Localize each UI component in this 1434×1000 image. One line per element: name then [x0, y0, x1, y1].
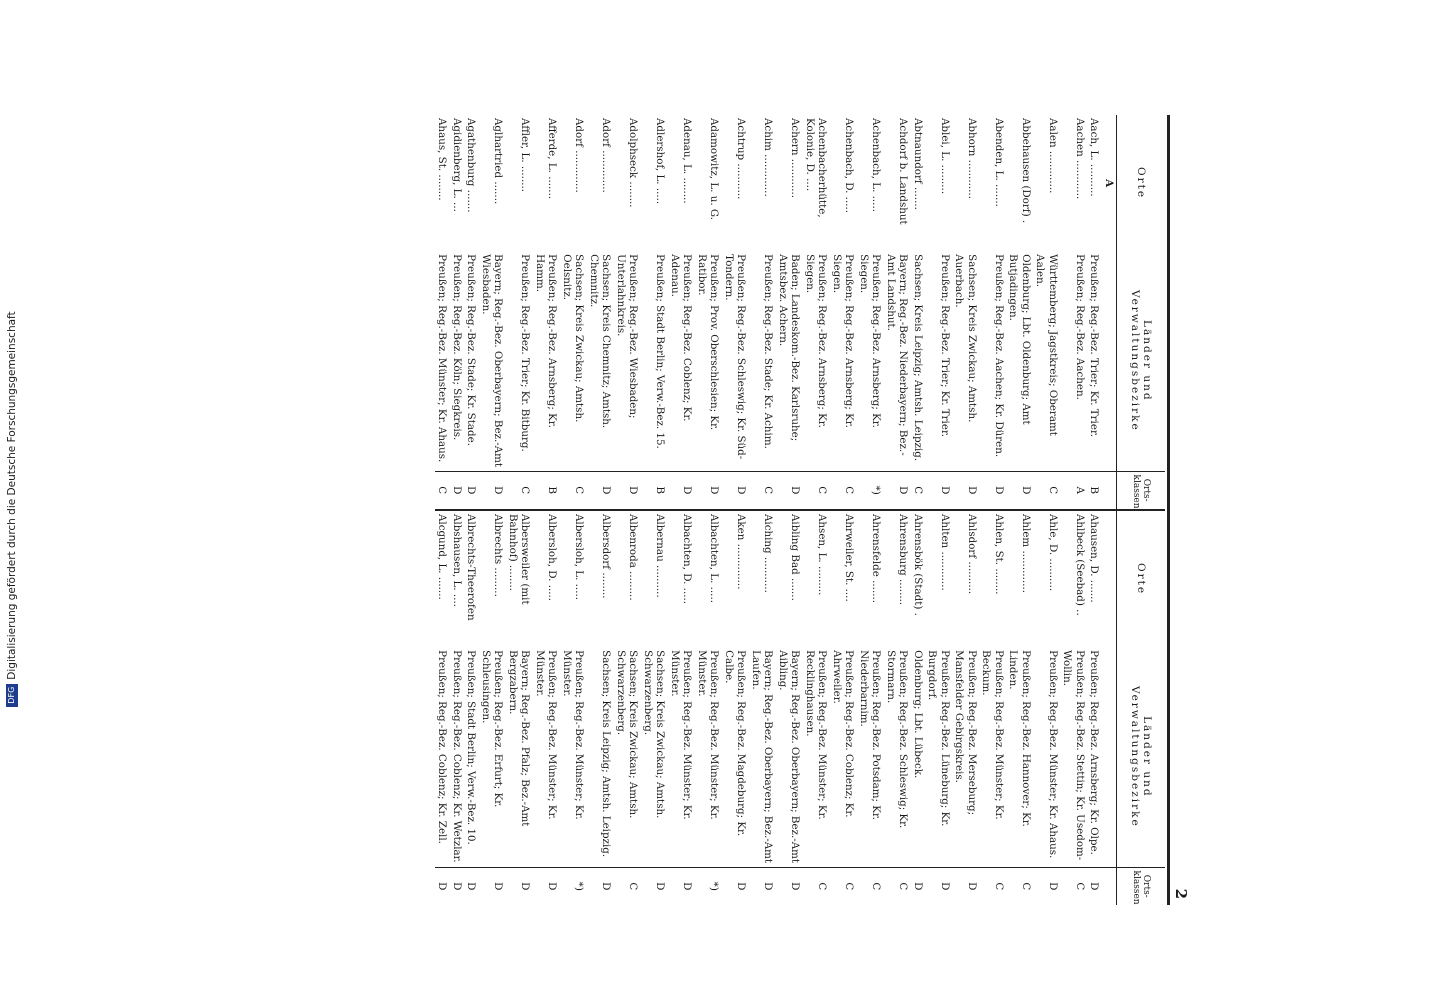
header-orte-right: Orte	[1117, 510, 1166, 647]
table-body	[435, 115, 1117, 905]
left-klasse: D	[695, 471, 722, 510]
table-row	[450, 115, 465, 905]
right-ort: Ahlsdorf ..........	[966, 513, 978, 595]
left-land: Württemberg; Jagstkreis; Oberamt Aalen.	[1033, 251, 1060, 471]
right-ort: Albersloh, L. .....	[573, 513, 586, 601]
left-klasse: D	[587, 471, 614, 510]
table-row	[533, 115, 560, 905]
right-klasse: C	[1020, 882, 1032, 891]
table-row	[560, 115, 587, 905]
header-orte-left: Orte	[1117, 115, 1166, 251]
table-row	[464, 115, 479, 905]
left-ort: Aachen ............	[1074, 118, 1086, 200]
right-ort: Ahrensfelde .......	[870, 513, 883, 604]
left-land: Preußen; Reg.-Bez. Aachen; Kr. Düren.	[979, 251, 1006, 471]
left-klasse: D	[884, 471, 911, 510]
left-ort: Aach, L. ..........	[1088, 118, 1101, 197]
right-land: Preußen; Reg.-Bez. Coblenz; Kr. Ahrweiler.	[830, 647, 857, 867]
table-row	[435, 115, 450, 905]
right-klasse: D	[1088, 882, 1101, 891]
right-ort: Ahrweiler, St. ....	[843, 513, 856, 602]
left-land: Preußen; Reg.-Bez. Arnsberg; Kr. Hamm.	[533, 251, 560, 471]
right-land: Preußen; Reg.-Bez. Erfurt; Kr. Schleusingen.	[479, 647, 506, 867]
table-row	[911, 115, 926, 905]
table-row	[749, 115, 776, 905]
left-klasse: C	[506, 471, 533, 510]
right-land: Preußen; Reg.-Bez. Merseburg; Mansfelder Gebirgskreis.	[952, 647, 979, 867]
table-row	[830, 115, 857, 905]
left-ort: Ahaus, St. ........	[436, 118, 449, 201]
left-ort: Achdorf b. Landshut	[897, 118, 910, 225]
table-row	[1087, 115, 1102, 905]
left-ort: Abhorn ............	[966, 118, 978, 199]
table-row	[668, 115, 695, 905]
right-ort: Ahlbeck (Seebad) ..	[1074, 513, 1086, 616]
table-row	[641, 115, 668, 905]
left-land: Preußen; Reg.-Bez. Aachen.	[1060, 251, 1087, 471]
right-klasse: *)	[573, 881, 586, 891]
right-klasse: *)	[708, 881, 721, 891]
table-row	[479, 115, 506, 905]
right-klasse: D	[912, 882, 924, 891]
left-ort: Achenbach, L. .....	[870, 118, 883, 212]
right-klasse: D	[762, 882, 775, 891]
page-number: 2	[1172, 888, 1190, 899]
table-row	[506, 115, 533, 905]
right-ort: Albenroda .........	[627, 513, 640, 601]
right-ort: Ahrensburg ........	[897, 513, 910, 606]
right-klasse: C	[993, 882, 1005, 891]
left-ort: Ablei, L. .........	[939, 118, 951, 195]
empty-cell	[1102, 471, 1117, 510]
left-land: Preußen; Reg.-Bez. Schleswig; Kr. Süd-Tondern.	[722, 251, 749, 471]
right-land: Bayern; Reg.-Bez. Oberbayern; Bez.-Amt Aibling.	[776, 647, 803, 867]
left-klasse: D	[979, 471, 1006, 510]
left-klasse: C	[749, 471, 776, 510]
left-land: Preußen; Reg.-Bez. Stade; Kr. Achim.	[749, 251, 776, 471]
right-klasse: D	[519, 882, 532, 891]
left-klasse: C	[803, 471, 830, 510]
scanned-page	[270, 115, 1190, 905]
right-land: Sachsen; Kreis Leipzig; Amtsh. Leipzig.	[587, 647, 614, 867]
right-land: Preußen; Reg.-Bez. Magdeburg; Kr. Calbe.	[722, 647, 749, 867]
left-ort: Afferde, L. .......	[546, 118, 559, 200]
rotated-page	[270, 115, 1190, 905]
left-klasse: D	[952, 471, 979, 510]
right-ort: Ahlten ............	[939, 513, 951, 591]
header-laender-left: Länder und Verwaltungsbezirke	[1117, 251, 1166, 471]
right-land: Bayern; Reg.-Bez. Pfalz; Bez.-Amt Bergzabern.	[506, 647, 533, 867]
right-ort: Aibling Bad .......	[789, 513, 802, 601]
left-ort: Achim .............	[762, 118, 775, 197]
left-ort: Aalen .............	[1047, 118, 1059, 194]
right-ort: Ahlem .............	[1020, 513, 1032, 594]
attribution-strip	[0, 0, 24, 1000]
left-land: Bayern; Reg.-Bez. Oberbayern; Bez.-Amt Wiesbaden.	[479, 251, 506, 471]
table-row	[695, 115, 722, 905]
right-klasse: D	[465, 882, 478, 891]
right-klasse: D	[735, 882, 748, 891]
left-land: Preußen; Reg.-Bez. Arnsberg; Kr. Siegen.	[803, 251, 830, 471]
empty-cell	[1102, 251, 1117, 471]
header-laender-right: Länder und Verwaltungsbezirke	[1117, 647, 1166, 867]
top-rule	[1167, 115, 1170, 905]
table-row	[722, 115, 749, 905]
left-ort: Adolphseck ........	[627, 118, 640, 208]
right-land: Preußen; Reg.-Bez. Münster; Kr. Münster.	[695, 647, 722, 867]
left-ort: Adorf .............	[600, 118, 613, 193]
header-klassen-left: Orts-klassen	[1117, 471, 1166, 510]
left-land: Preußen; Reg.-Bez. Trier; Kr. Bitburg.	[506, 251, 533, 471]
left-land: Preußen; Reg.-Bez. Stade; Kr. Stade.	[464, 251, 479, 471]
left-klasse: D	[450, 471, 465, 510]
right-klasse: D	[436, 882, 449, 891]
right-ort: Ahrensbök (Stadt) .	[912, 513, 924, 616]
left-land: Preußen; Prov. Oberschlesien; Kr. Ratibor.	[695, 251, 722, 471]
left-klasse: B	[533, 471, 560, 510]
right-ort: Albshausen, L. ....	[451, 513, 463, 608]
right-land: Preußen; Reg.-Bez. Coblenz; Kr. Zell.	[435, 647, 450, 867]
left-land: Sachsen; Kreis Chemnitz; Amtsh. Chemnitz.	[587, 251, 614, 471]
left-klasse: D	[925, 471, 952, 510]
left-klasse: *)	[857, 471, 884, 510]
right-land: Preußen; Reg.-Bez. Stettin; Kr. Usedom-Wollin.	[1060, 647, 1087, 867]
left-ort: Abtnaundorf .......	[912, 118, 924, 210]
right-land: Sachsen; Kreis Zwickau; Amtsh. Schwarzenberg.	[641, 647, 668, 867]
right-klasse: D	[939, 882, 951, 891]
right-land: Preußen; Stadt Berlin; Verw.-Bez. 10.	[464, 647, 479, 867]
table-row	[979, 115, 1006, 905]
left-klasse: C	[911, 471, 926, 510]
right-ort: Alcgund, L. .......	[436, 513, 449, 600]
left-klasse: B	[641, 471, 668, 510]
left-land: Preußen; Reg.-Bez. Arnsberg; Kr. Siegen.	[857, 251, 884, 471]
table-row	[587, 115, 614, 905]
left-land: Sachsen; Kreis Zwickau; Amtsh. Oelsnitz.	[560, 251, 587, 471]
right-klasse: D	[966, 882, 978, 891]
orts-table	[435, 115, 1165, 905]
left-ort: Adamowitz, L. u. G.	[708, 118, 721, 221]
right-land: Preußen; Reg.-Bez. Hannover; Kr. Linden.	[1006, 647, 1033, 867]
header-klassen-right: Orts-klassen	[1117, 867, 1166, 905]
right-klasse: C	[1074, 882, 1086, 891]
right-land: Preußen; Reg.-Bez. Münster; Kr. Münster.	[560, 647, 587, 867]
header-row	[1117, 115, 1166, 905]
section-row	[1102, 115, 1117, 905]
left-ort: Achenbach, D. .....	[843, 118, 856, 214]
right-ort: Albachten, D. .....	[681, 513, 694, 605]
dfg-logo: DFG	[6, 684, 18, 707]
left-klasse: C	[435, 471, 450, 510]
left-land: Sachsen; Kreis Zwickau; Amtsh. Auerbach.	[952, 251, 979, 471]
left-land: Preußen; Reg.-Bez. Arnsberg; Kr. Siegen.	[830, 251, 857, 471]
left-ort: Abbehausen (Dorf) .	[1020, 118, 1032, 224]
left-land: Preußen; Reg.-Bez. Münster; Kr. Ahaus.	[435, 251, 450, 471]
table-row	[857, 115, 884, 905]
left-klasse: D	[1006, 471, 1033, 510]
right-land: Preußen; Reg.-Bez. Münster; Kr. Recklinghausen.	[803, 647, 830, 867]
table-row	[884, 115, 911, 905]
left-ort: Adorf .............	[573, 118, 586, 193]
left-klasse: B	[1087, 471, 1102, 510]
right-ort: Ahausen, D. .......	[1088, 513, 1101, 603]
right-land: Preußen; Reg.-Bez. Potsdam; Kr. Niederbarnim.	[857, 647, 884, 867]
right-ort: Ahle, D. ..........	[1047, 513, 1059, 592]
page-sheet	[270, 115, 1190, 905]
left-ort: Adlershof, L. .....	[654, 118, 667, 205]
left-klasse: C	[830, 471, 857, 510]
left-land: Bayern; Reg.-Bez. Niederbayern; Bez.-Amt Landshut.	[884, 251, 911, 471]
left-klasse: D	[479, 471, 506, 510]
empty-cell	[1102, 647, 1117, 867]
table-row	[1006, 115, 1033, 905]
right-klasse: C	[816, 882, 829, 891]
right-land: Bayern; Reg.-Bez. Oberbayern; Bez.-Amt Laufen.	[749, 647, 776, 867]
right-ort: Albrechts .........	[492, 513, 505, 597]
right-ort: Albersloh, D. .....	[546, 513, 559, 602]
right-ort: Albachten, L. .....	[708, 513, 721, 603]
table-row	[803, 115, 830, 905]
right-ort: Ahsen, L. .........	[816, 513, 829, 596]
left-land: Preußen; Reg.-Bez. Köln; Siegkreis.	[450, 251, 465, 471]
right-klasse: C	[870, 882, 883, 891]
empty-cell	[1102, 510, 1117, 647]
left-klasse: C	[560, 471, 587, 510]
section-letter: A	[1103, 179, 1115, 188]
attribution-text	[3, 19, 21, 999]
right-ort: Ahlen, St. ........	[993, 513, 1005, 595]
attribution-label: Digitalisierung gefördert durch die Deutsche Forschungsgemeinschaft	[6, 311, 18, 680]
right-land: Sachsen; Kreis Zwickau; Amtsh. Schwarzenberg.	[614, 647, 641, 867]
right-klasse: D	[546, 882, 559, 891]
right-klasse: D	[492, 882, 505, 891]
right-ort: Aken ..............	[735, 513, 748, 590]
right-klasse: D	[789, 882, 802, 891]
left-land: Sachsen; Kreis Leipzig; Amtsh. Leipzig.	[911, 251, 926, 471]
table-row	[614, 115, 641, 905]
right-land: Preußen; Reg.-Bez. Münster; Kr. Münster.	[668, 647, 695, 867]
left-ort: Agathenburg .......	[465, 118, 478, 213]
right-klasse: C	[843, 882, 856, 891]
right-land: Preußen; Reg.-Bez. Lüneburg; Kr. Burgdorf.	[925, 647, 952, 867]
left-klasse: D	[464, 471, 479, 510]
right-ort: Albersweiler (mit Bahnhof) ........	[507, 513, 532, 605]
left-land: Preußen; Reg.-Bez. Trier; Kr. Trier.	[1087, 251, 1102, 471]
right-land: Oldenburg; Lbt. Lübeck.	[911, 647, 926, 867]
right-klasse: D	[681, 882, 694, 891]
left-klasse: C	[1033, 471, 1060, 510]
table-row	[776, 115, 803, 905]
right-ort: Albernau ..........	[654, 513, 667, 598]
left-ort: Aglhartried .......	[492, 118, 505, 205]
left-klasse: D	[776, 471, 803, 510]
right-land: Preußen; Reg.-Bez. Schleswig; Kr. Stormarn.	[884, 647, 911, 867]
right-klasse: D	[600, 882, 613, 891]
table-row	[925, 115, 952, 905]
right-klasse: D	[654, 882, 667, 891]
right-ort: Albersdorf ........	[600, 513, 613, 599]
left-ort: Achern ............	[789, 118, 802, 199]
left-ort: Agidienberg, L. ...	[451, 118, 463, 212]
left-land: Oldenburg; Lbt. Oldenburg; Amt Butjadingen.	[1006, 251, 1033, 471]
right-land: Preußen; Reg.-Bez. Münster; Kr. Beckum.	[979, 647, 1006, 867]
left-land: Preußen; Reg.-Bez. Wiesbaden; Unterlahnkreis.	[614, 251, 641, 471]
left-klasse: D	[614, 471, 641, 510]
left-land: Preußen; Reg.-Bez. Trier; Kr. Trier.	[925, 251, 952, 471]
left-ort: Affler, L. ........	[519, 118, 532, 193]
table-row	[952, 115, 979, 905]
table-row	[1033, 115, 1060, 905]
right-ort: Albrechts-Theerofen	[465, 513, 478, 621]
right-land: Preußen; Reg.-Bez. Coblenz; Kr. Wetzlar.	[450, 647, 465, 867]
left-ort: Abenden, L. .......	[993, 118, 1005, 207]
right-klasse: D	[451, 882, 463, 891]
right-klasse: C	[627, 882, 640, 891]
left-land: Baden; Landeskom.-Bez. Karlsruhe; Amtsbez. Achern.	[776, 251, 803, 471]
left-land: Preußen; Reg.-Bez. Coblenz; Kr. Adenau.	[668, 251, 695, 471]
left-ort: Achenbacherhütte, Kolonie, D. ....	[804, 118, 829, 218]
right-land: Preußen; Reg.-Bez. Münster; Kr. Ahaus.	[1033, 647, 1060, 867]
left-ort: Adenau, L. ........	[681, 118, 694, 204]
left-klasse: D	[668, 471, 695, 510]
right-land: Preußen; Reg.-Bez. Münster; Kr. Münster.	[533, 647, 560, 867]
right-ort: Aiching ...........	[762, 513, 775, 593]
right-land: Preußen; Reg.-Bez. Arnsberg; Kr. Olpe.	[1087, 647, 1102, 867]
left-land: Preußen; Stadt Berlin; Verw.-Bez. 15.	[641, 251, 668, 471]
left-klasse: A	[1060, 471, 1087, 510]
right-klasse: C	[897, 882, 910, 891]
left-ort: Achtrup ...........	[735, 118, 748, 200]
empty-cell	[1102, 867, 1117, 905]
table-row	[1060, 115, 1087, 905]
left-klasse: D	[722, 471, 749, 510]
right-klasse: D	[1047, 882, 1059, 891]
